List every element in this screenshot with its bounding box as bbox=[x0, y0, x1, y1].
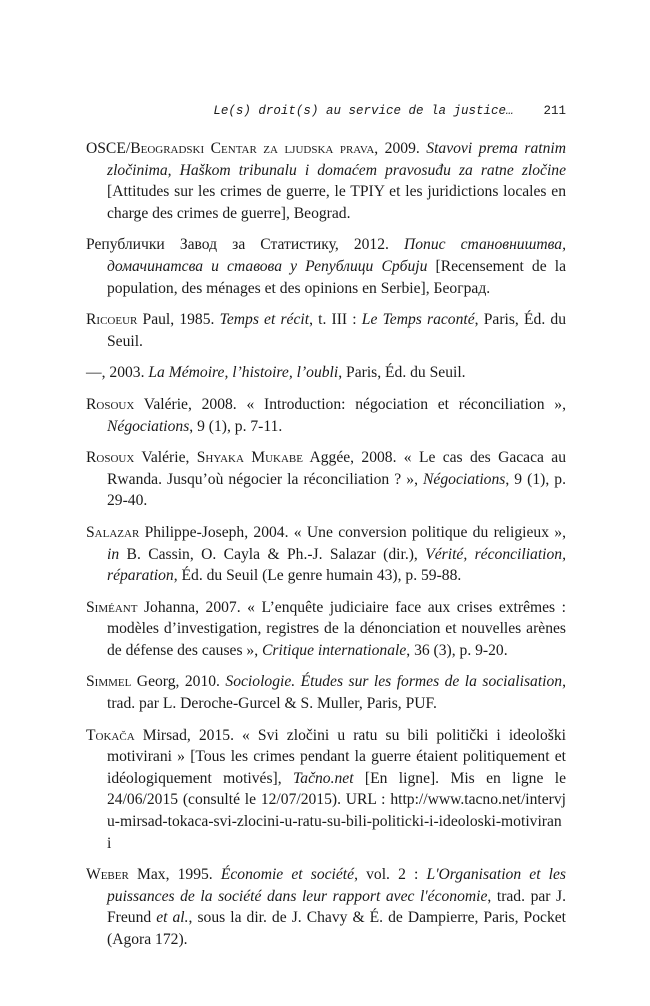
entry-author: Siméant bbox=[86, 598, 138, 616]
entry-title: Vérité, réconciliation, réparation bbox=[107, 545, 566, 585]
bibliography-entry: Weber Max, 1995. Économie et société, vol. 2 : L'Organisation et les puissances de la société dans leur rapport avec l'économie, trad. par J. Freund et al., sous la dir. de J. Chavy & É. de Dampierre, Paris, Pocket (Agora 172). bbox=[86, 866, 567, 948]
entry-title: Négociations bbox=[423, 470, 506, 488]
entry-title: Stavovi prema ratnim zločinima, Haškom tribunalu i domaćem pravosuđu za ratne zločine bbox=[107, 140, 566, 179]
bibliography-entry: Rosoux Valérie, Shyaka Mukabe Aggée, 2008. « Le cas des Gacaca au Rwanda. Jusqu’où négocier la réconciliation ? », Négociations, 9 (1), p. 29-40. bbox=[86, 449, 566, 510]
entry-title: Économie et société bbox=[220, 866, 355, 884]
entry-author: Rosoux bbox=[86, 395, 135, 413]
entry-author: Републички Завод за Статистику bbox=[86, 236, 335, 254]
bibliography-entry: Републички Завод за Статистику, 2012. Попис становништва, домачинатсва и ставова у Републици Србији [Recensement de la population, des ménages et des opinions en Serbie], Београд. bbox=[86, 236, 566, 297]
bibliography-entry: Simmel Georg, 2010. Sociologie. Études sur les formes de la socialisation, trad. par L. Deroche-Gurcel & S. Muller, Paris, PUF. bbox=[86, 673, 566, 713]
entry-author: Salazar bbox=[86, 523, 140, 541]
entry-title: Попис становништва, домачинатсва и ставова у Републици Србији bbox=[107, 236, 566, 275]
entry-title: Critique internationale bbox=[262, 641, 407, 659]
page-number: 211 bbox=[543, 104, 566, 118]
bibliography-entry: OSCE/Beogradski Centar za ljudska prava, 2009. Stavovi prema ratnim zločinima, Haškom tribunalu i domaćem pravosuđu za ratne zločine [Attitudes sur les crimes de guerre, le TPIY et les juridictions locales en charge des crimes de guerre], Beograd. bbox=[86, 140, 566, 222]
entry-author: Simmel bbox=[86, 673, 132, 691]
bibliography-entry: Siméant Johanna, 2007. « L’enquête judiciaire face aux crises extrêmes : modèles d’investigation, registres de la dénonciation et nouvelles arènes de défense des causes », Critique internationale, 36 (3), p. 9-20. bbox=[86, 598, 566, 659]
bibliography-entry: —, 2003. La Mémoire, l’histoire, l’oubli, Paris, Éd. du Seuil. bbox=[86, 364, 466, 382]
entry-title: Sociologie. Études sur les formes de la socialisation bbox=[225, 673, 563, 691]
entry-in: in bbox=[107, 545, 120, 563]
running-header-title: Le(s) droit(s) au service de la justice… bbox=[213, 104, 514, 118]
entry-author: Tokača bbox=[86, 726, 135, 744]
bibliography-entry: Ricoeur Paul, 1985. Temps et récit, t. III : Le Temps raconté, Paris, Éd. du Seuil. bbox=[86, 311, 566, 350]
entry-author: Rosoux bbox=[86, 449, 135, 467]
bibliography-entry: Salazar Philippe-Joseph, 2004. « Une conversion politique du religieux », in B. Cassin, O. Cayla & Ph.-J. Salazar (dir.), Vérité, réconciliation, réparation, Éd. du Seuil (Le genre humain 43), p. 59-88. bbox=[86, 523, 566, 585]
running-header bbox=[86, 104, 566, 118]
entry-subtitle: L'Organisation et les puissances de la société dans leur rapport avec l'économie bbox=[107, 866, 566, 905]
bibliography-list bbox=[86, 138, 566, 961]
entry-title: La Mémoire, l’histoire, l’oubli bbox=[148, 364, 339, 382]
entry-author: Weber bbox=[86, 866, 129, 884]
entry-et-al: et al. bbox=[156, 909, 189, 927]
entry-title: Négociations bbox=[107, 417, 190, 435]
entry-title: Tačno.net bbox=[293, 769, 354, 787]
bibliography-entry: Tokača Mirsad, 2015. « Svi zločini u ratu su bili politički i ideološki motivirani » [Tous les crimes pendant la guerre étaient politiquement et idéologiquement motivés], Tačno.net [En ligne]. Mis en ligne le 24/06/2015 (consulté le 12/07/2015). URL : http://www.tacno.net/intervju-mirsad-tokaca-svi-zlocini-u-ratu-su-bili-politicki-i-ideoloski-motivirani bbox=[86, 726, 566, 852]
entry-subtitle: Le Temps raconté bbox=[361, 311, 475, 329]
entry-title: Temps et récit bbox=[219, 311, 310, 329]
entry-url: http://www.tacno.net/intervju-mirsad-tokaca-svi-zlocini-u-ratu-su-bili-politicki-i-ideoloski-motivirani bbox=[107, 791, 566, 852]
entry-author: OSCE/Beogradski Centar za ljudska prava bbox=[86, 140, 375, 157]
bibliography-entry: Rosoux Valérie, 2008. « Introduction: négociation et réconciliation », Négociations, 9 (1), p. 7-11. bbox=[86, 395, 566, 435]
entry-author: Ricoeur bbox=[86, 311, 138, 329]
entry-coauthor: Shyaka Mukabe bbox=[196, 449, 303, 467]
